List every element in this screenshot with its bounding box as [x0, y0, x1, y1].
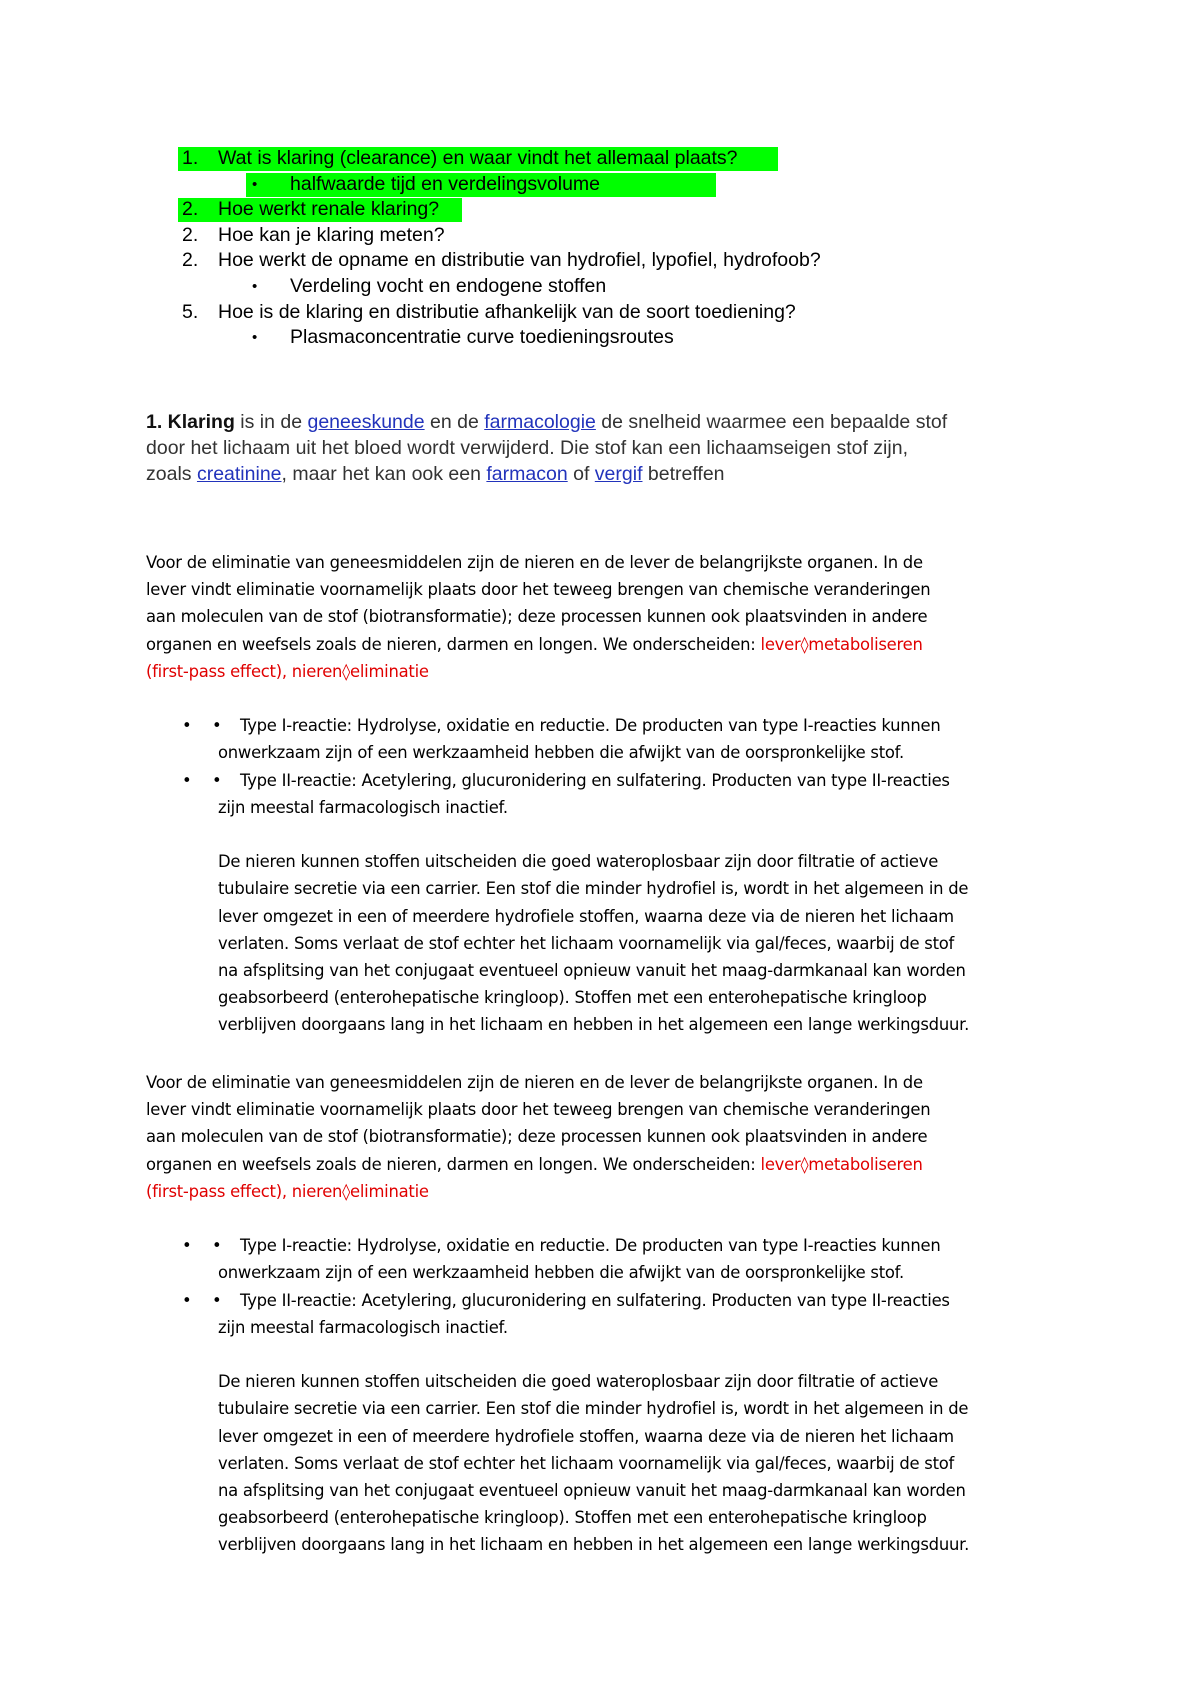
spacer [146, 821, 969, 848]
spacer [146, 1205, 969, 1232]
link-creatinine[interactable]: creatinine [196, 462, 282, 485]
list-item-type1 [146, 1232, 969, 1286]
text-line: Type II-reactie: Acetylering, glucuronidering en sulfatering. Producten van type II-reacties [240, 1290, 950, 1310]
text-line: verblijven doorgaans lang in het lichaam en hebben in het algemeen een lange werkingsduur. [218, 1015, 970, 1035]
list-item-type1 [146, 712, 969, 766]
text-line: zijn meestal farmacologisch inactief. [218, 797, 508, 817]
text-line: tubulaire secretie via een carrier. Een stof die minder hydrofiel is, wordt in het algemeen in de [218, 1399, 969, 1419]
red-highlight-text: (first-pass effect), nieren◊eliminatie [146, 661, 429, 681]
text-line: geabsorbeerd (enterohepatische kringloop). Stoffen met een enterohepatische kringloop [218, 988, 927, 1008]
text-line: aan moleculen van de stof (biotransformatie); deze processen kunnen ook plaatsvinden in andere [146, 1127, 928, 1147]
definition-text: en de [424, 411, 485, 433]
outline-text: Hoe is de klaring en distributie afhankelijk van de soort toediening? [218, 300, 796, 323]
text-line: organen en weefsels zoals de nieren, darmen en longen. We onderscheiden: [146, 634, 761, 654]
bullet-icon: • [252, 329, 258, 347]
text-line: Voor de eliminatie van geneesmiddelen zijn de nieren en de lever de belangrijkste organen. In de [146, 553, 923, 572]
elimination-section-1 [146, 549, 969, 1039]
outline-text: Hoe werkt renale klaring? [218, 198, 440, 221]
definition-text: is in de [234, 411, 308, 433]
red-highlight-text: lever◊metaboliseren [760, 1154, 923, 1174]
outline-text: Hoe werkt de opname en distributie van hydrofiel, lypofiel, hydrofoob? [218, 249, 821, 272]
definition-text: de snelheid waarmee een bepaalde stof door het lichaam uit het bloed wordt verwijderd. Die stof kan een lichaamseigen stof zijn, zoals [146, 411, 948, 485]
text-line: Type I-reactie: Hydrolyse, oxidatie en reductie. De producten van type I-reacties kunnen [240, 1236, 941, 1256]
link-geneeskunde[interactable]: geneeskunde [307, 411, 425, 433]
spacer [146, 1341, 969, 1368]
text-line: De nieren kunnen stoffen uitscheiden die goed wateroplosbaar zijn door filtratie of actieve [218, 1372, 939, 1392]
outline-number: 2. [182, 198, 199, 221]
outline-text: Verdeling vocht en endogene stoffen [290, 274, 607, 297]
text-line: Type I-reactie: Hydrolyse, oxidatie en reductie. De producten van type I-reacties kunnen [240, 716, 941, 736]
text-line: zijn meestal farmacologisch inactief. [218, 1317, 508, 1337]
klaring-definition [146, 410, 1046, 487]
definition-text: , maar het kan ook een [281, 462, 487, 485]
text-line: na afsplitsing van het conjugaat eventueel opnieuw vanuit het maag-darmkanaal kan worden [218, 1481, 966, 1501]
link-vergif[interactable]: vergif [594, 462, 643, 485]
nieren-paragraph [146, 848, 969, 1038]
list-item-type2 [146, 1287, 969, 1341]
text-line: lever omgezet in een of meerdere hydrofiele stoffen, waarna deze via de nieren het lichaam [218, 1426, 954, 1446]
text-line: aan moleculen van de stof (biotransformatie); deze processen kunnen ook plaatsvinden in andere [146, 607, 928, 627]
klaring-heading: 1. Klaring [146, 411, 235, 433]
spacer [146, 685, 969, 712]
text-line: na afsplitsing van het conjugaat eventueel opnieuw vanuit het maag-darmkanaal kan worden [218, 961, 966, 981]
outline-number: 2. [182, 223, 199, 246]
bullet-icon: • [212, 1236, 222, 1256]
bullet-icon: • [182, 770, 192, 790]
bullet-icon: • [212, 770, 222, 790]
text-line: lever omgezet in een of meerdere hydrofiele stoffen, waarna deze via de nieren het lichaam [218, 906, 954, 926]
outline-text: Wat is klaring (clearance) en waar vindt het allemaal plaats? [218, 147, 738, 169]
red-highlight-text: lever◊metaboliseren [760, 634, 923, 654]
text-line: lever vindt eliminatie voornamelijk plaats door het teweeg brengen van chemische veranderingen [146, 1100, 931, 1120]
text-line: geabsorbeerd (enterohepatische kringloop). Stoffen met een enterohepatische kringloop [218, 1508, 927, 1528]
text-line: Voor de eliminatie van geneesmiddelen zijn de nieren en de lever de belangrijkste organen. In de [146, 1073, 923, 1092]
text-line: lever vindt eliminatie voornamelijk plaats door het teweeg brengen van chemische veranderingen [146, 580, 931, 600]
bullet-icon: • [182, 1290, 192, 1310]
definition-text: of [567, 462, 595, 485]
definition-text: betreffen [642, 462, 725, 485]
bullet-icon: • [252, 277, 258, 295]
elimination-section-2 [146, 1069, 969, 1559]
text-line: verblijven doorgaans lang in het lichaam en hebben in het algemeen een lange werkingsduur. [218, 1535, 970, 1555]
outline-text: halfwaarde tijd en verdelingsvolume [290, 172, 601, 195]
bullet-icon: • [212, 716, 222, 736]
outline-text: Plasmaconcentratie curve toedieningsroutes [290, 326, 674, 349]
outline-number: 2. [182, 249, 199, 272]
outline-number: 1. [182, 147, 199, 169]
elimination-paragraph [146, 549, 969, 685]
link-farmacon[interactable]: farmacon [486, 462, 568, 485]
text-line: onwerkzaam zijn of een werkzaamheid hebben die afwijkt van de oorspronkelijke stof. [218, 743, 904, 763]
text-line: tubulaire secretie via een carrier. Een stof die minder hydrofiel is, wordt in het algemeen in de [218, 879, 969, 899]
text-line: De nieren kunnen stoffen uitscheiden die goed wateroplosbaar zijn door filtratie of actieve [218, 852, 939, 872]
link-farmacologie[interactable]: farmacologie [484, 411, 596, 433]
bullet-icon: • [182, 716, 192, 736]
list-item-type2 [146, 767, 969, 821]
outline-number: 5. [182, 300, 199, 323]
text-line: Type II-reactie: Acetylering, glucuronidering en sulfatering. Producten van type II-reacties [240, 770, 950, 790]
bullet-icon: • [212, 1290, 222, 1310]
nieren-paragraph [146, 1368, 969, 1558]
text-line: onwerkzaam zijn of een werkzaamheid hebben die afwijkt van de oorspronkelijke stof. [218, 1263, 904, 1283]
red-highlight-text: (first-pass effect), nieren◊eliminatie [146, 1181, 429, 1201]
text-line: verlaten. Soms verlaat de stof echter het lichaam voornamelijk via gal/feces, waarbij de stof [218, 1453, 955, 1473]
bullet-icon: • [252, 175, 258, 193]
text-line: organen en weefsels zoals de nieren, darmen en longen. We onderscheiden: [146, 1154, 761, 1174]
outline-text: Hoe kan je klaring meten? [218, 223, 445, 246]
text-line: verlaten. Soms verlaat de stof echter het lichaam voornamelijk via gal/feces, waarbij de stof [218, 933, 955, 953]
bullet-icon: • [182, 1236, 192, 1256]
elimination-paragraph [146, 1069, 969, 1205]
